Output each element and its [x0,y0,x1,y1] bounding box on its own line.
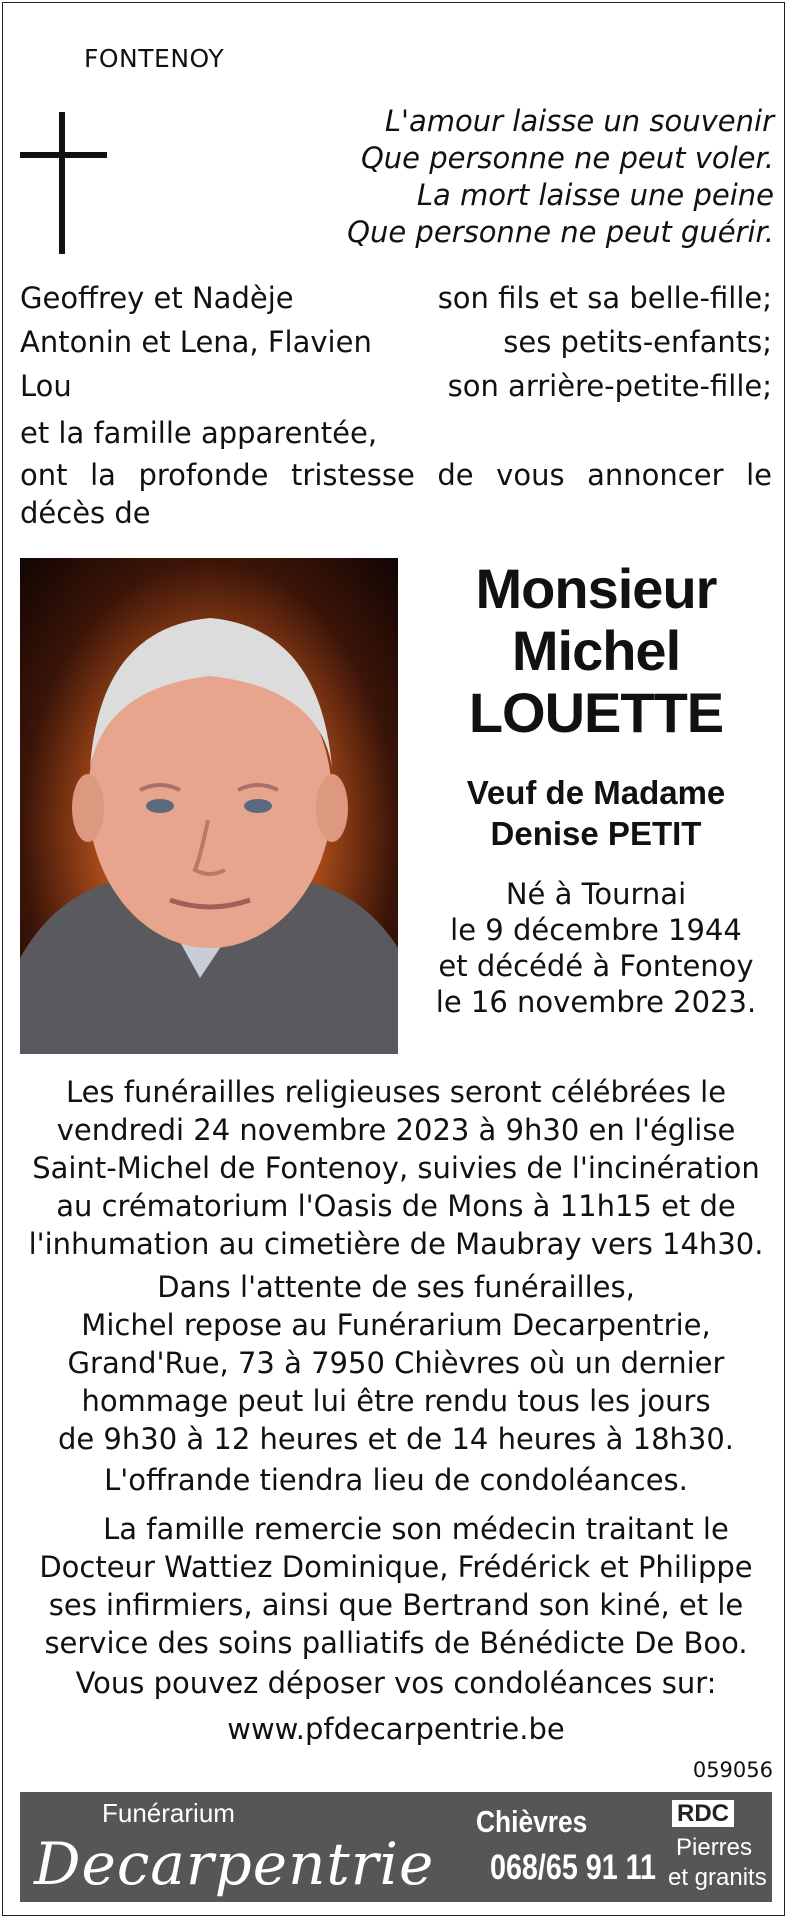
funeral-line: Les funérailles religieuses seront célébrées le [65,1075,727,1109]
town-name: FONTENOY [84,44,225,73]
death-date: le 16 novembre 2023. [435,985,757,1019]
relative-relation: son fils et sa belle-fille; [437,281,772,315]
viewing-line: hommage peut lui être rendu tous les jours [81,1384,711,1418]
relative-relation: son arrière-petite-fille; [447,369,772,403]
relative-row [20,276,772,320]
deceased-info [420,558,772,1020]
relative-names: Lou [20,369,72,403]
poem [347,103,774,251]
family-line: et la famille apparentée, [20,416,378,450]
announcement: ont la profonde tristesse de vous annoncer le décès de [20,458,772,530]
widow-line-2: Denise PETIT [490,815,702,852]
banner-phone: 068/65 91 11 [490,1848,656,1887]
deceased-photo [20,558,398,1054]
thanks-line: La famille remercie son médecin traitant le [103,1512,729,1546]
poem-line: L'amour laisse un souvenir [384,104,774,138]
banner-city: Chièvres [476,1804,588,1839]
cross-icon [59,112,65,254]
viewing-line: Dans l'attente de ses funérailles, [157,1270,635,1304]
thanks-line: ses infirmiers, ainsi que Bertrand son kiné, et le [48,1588,744,1622]
viewing-line: de 9h30 à 12 heures et de 14 heures à 18h30. [57,1422,735,1456]
deceased-first-name: Michel [511,619,681,682]
offering-note: L'offrande tiendra lieu de condoléances. [104,1463,688,1497]
widow-line [420,772,772,854]
life-dates [420,876,772,1020]
funeral-line: au crématorium l'Oasis de Mons à 11h15 et de [56,1189,736,1223]
thanks-note [20,1510,772,1662]
condolences-website[interactable]: www.pfdecarpentrie.be [227,1712,565,1746]
banner-logo-name: Decarpentrie [34,1830,435,1898]
relative-row [20,364,772,408]
deceased-title: Monsieur [475,557,717,620]
death-place: et décédé à Fontenoy [438,949,754,983]
viewing-line: Michel repose au Funérarium Decarpentrie, [81,1308,711,1342]
funeral-line: Saint-Michel de Fontenoy, suivies de l'incinération [32,1151,760,1185]
viewing-line: Grand'Rue, 73 à 7950 Chièvres où un dernier [67,1346,725,1380]
banner-pierres: Pierres [676,1834,753,1861]
poem-line: Que personne ne peut voler. [360,141,774,175]
poem-line: Que personne ne peut guérir. [347,215,774,249]
relative-relation: ses petits-enfants; [503,325,772,359]
banner-funerarium: Funérarium [102,1798,235,1828]
viewing-details [20,1268,772,1458]
relative-names: Geoffrey et Nadèje [20,281,294,315]
thanks-line: Docteur Wattiez Dominique, Frédérick et Philippe [39,1550,753,1584]
thanks-line: service des soins palliatifs de Bénédicte De Boo. [44,1626,748,1660]
relative-row [20,320,772,364]
cross-icon-bar [20,152,107,158]
banner-rdc-badge: RDC [672,1800,734,1827]
poem-line: La mort laisse une peine [416,178,774,212]
reference-number: 059056 [692,1758,773,1782]
funeral-line: vendredi 24 novembre 2023 à 9h30 en l'église [56,1113,736,1147]
banner-granits: et granits [668,1864,767,1891]
condolences-text: Vous pouvez déposer vos condoléances sur: [75,1666,717,1700]
birth-place: Né à Tournai [505,877,687,911]
funeral-line: l'inhumation au cimetière de Maubray vers 14h30. [28,1227,764,1261]
funerarium-banner [20,1792,772,1902]
widow-line-1: Veuf de Madame [466,774,726,811]
birth-date: le 9 décembre 1944 [450,913,742,947]
deceased-last-name: LOUETTE [468,681,724,744]
relative-names: Antonin et Lena, Flavien [20,325,372,359]
funeral-details [20,1073,772,1263]
